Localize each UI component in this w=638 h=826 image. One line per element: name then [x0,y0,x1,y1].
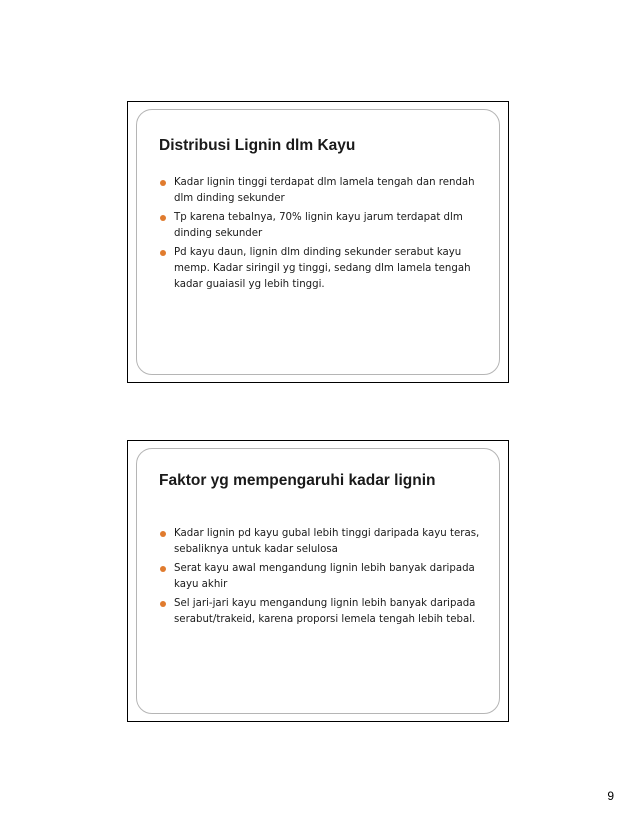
slide-2 [127,440,509,722]
slide-1-inner-frame [136,109,500,375]
bullet-item [159,210,485,242]
bullet-text: Kadar lignin pd kayu gubal lebih tinggi daripada kayu teras, sebaliknya untuk kadar selulosa [174,528,480,555]
bullet-text: Pd kayu daun, lignin dlm dinding sekunder serabut kayu memp. Kadar siringil yg tinggi, sedang dlm lamela tengah kadar guaiasil yg lebih tinggi. [174,247,471,290]
bullet-dot-icon [160,601,166,607]
bullet-dot-icon [160,180,166,186]
bullet-item [159,245,485,293]
bullet-text: Serat kayu awal mengandung lignin lebih banyak daripada kayu akhir [174,563,475,590]
slide-2-title: Faktor yg mempengaruhi kadar lignin [159,472,436,489]
bullet-text: Sel jari-jari kayu mengandung lignin lebih banyak daripada serabut/trakeid, karena proporsi lemela tengah lebih tebal. [174,598,476,625]
bullet-dot-icon [160,215,166,221]
bullet-item [159,596,485,628]
slide-1-title: Distribusi Lignin dlm Kayu [159,137,356,154]
bullet-item [159,561,485,593]
slide-2-bullet-list [159,526,485,631]
bullet-text: Tp karena tebalnya, 70% lignin kayu jarum terdapat dlm dinding sekunder [174,212,463,239]
bullet-text: Kadar lignin tinggi terdapat dlm lamela tengah dan rendah dlm dinding sekunder [174,177,475,204]
slide-1 [127,101,509,383]
page-number: 9 [607,789,614,803]
slide-1-bullet-list [159,175,485,296]
bullet-item [159,175,485,207]
bullet-dot-icon [160,250,166,256]
bullet-dot-icon [160,566,166,572]
bullet-dot-icon [160,531,166,537]
bullet-item [159,526,485,558]
slide-2-inner-frame [136,448,500,714]
